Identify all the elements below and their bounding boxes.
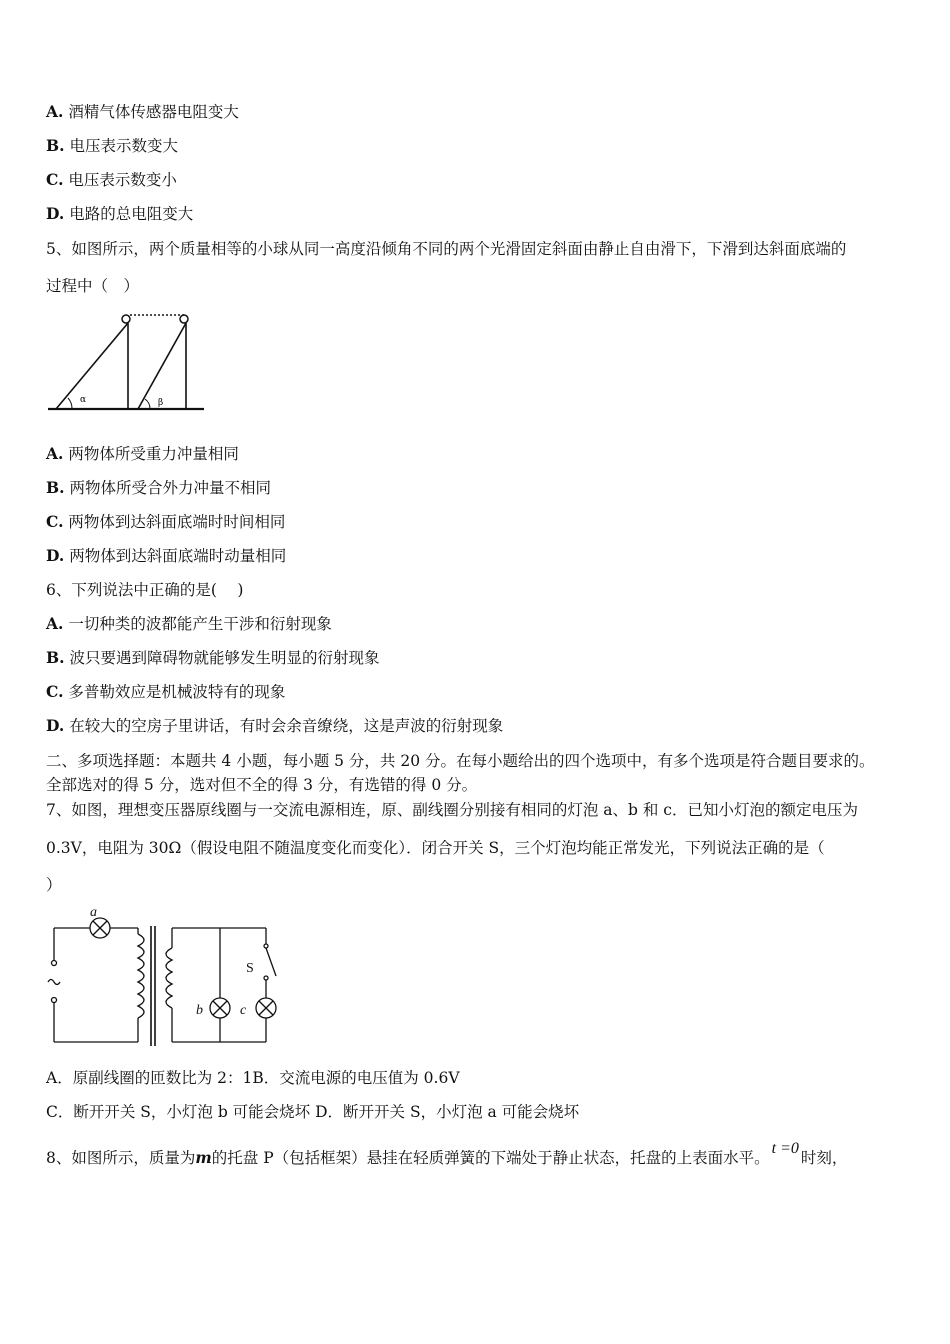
transformer-circuit-figure [40, 904, 290, 1054]
q5-stem-line1: 5、如图所示，两个质量相等的小球从同一高度沿倾角不同的两个光滑固定斜面由静止自由滑下，下滑到达斜面底端的 [46, 240, 847, 258]
switch-s-label: S [246, 961, 254, 976]
q6-option-a: A. 一切种类的波都能产生干涉和衍射现象 [46, 614, 332, 633]
q6-option-d: D. 在较大的空房子里讲话，有时会余音缭绕，这是声波的衍射现象 [46, 716, 504, 735]
q4-option-c: C. 电压表示数变小 [46, 170, 177, 189]
q7-options-line1: A．原副线圈的匝数比为 2：1B．交流电源的电压值为 0.6V [46, 1069, 460, 1087]
q7-stem-line3: ） [46, 876, 62, 894]
inclined-planes-figure [46, 310, 208, 414]
q5-option-d: D. 两物体到达斜面底端时动量相同 [46, 546, 287, 565]
q5-stem-line2: 过程中（ ） [46, 277, 140, 295]
alpha-label: α [80, 395, 87, 405]
q4-option-b: B. 电压表示数变大 [46, 136, 178, 155]
beta-label: β [158, 398, 164, 408]
q6-stem: 6、下列说法中正确的是( ) [46, 581, 244, 599]
q5-option-a: A. 两物体所受重力冲量相同 [46, 444, 239, 463]
lamp-c-label: c [240, 1003, 247, 1018]
q7-stem-line2: 0.3V，电阻为 30Ω（假设电阻不随温度变化而变化）．闭合开关 S，三个灯泡均能正常发光，下列说法正确的是（ [46, 839, 825, 857]
time-equation: t =0 [771, 1140, 799, 1157]
section2-heading-line1: 二、多项选择题：本题共 4 小题，每小题 5 分，共 20 分。在每小题给出的四个选项中，有多个选项是符合题目要求的。 [46, 752, 875, 770]
q8-stem: 8、如图所示，质量为m的托盘 P（包括框架）悬挂在轻质弹簧的下端处于静止状态，托盘的上表面水平。t =0时刻， [46, 1140, 848, 1167]
q5-option-b: B. 两物体所受合外力冲量不相同 [46, 478, 271, 497]
section2-heading-line2: 全部选对的得 5 分，选对但不全的得 3 分，有选错的得 0 分。 [46, 776, 478, 794]
q4-option-a: A. 酒精气体传感器电阻变大 [46, 102, 239, 121]
lamp-b-label: b [196, 1003, 203, 1018]
q6-option-b: B. 波只要遇到障碍物就能够发生明显的衍射现象 [46, 648, 380, 667]
q4-option-d: D. 电路的总电阻变大 [46, 204, 194, 223]
q5-option-c: C. 两物体到达斜面底端时时间相同 [46, 512, 286, 531]
lamp-a-label: a [90, 905, 97, 920]
q7-stem-line1: 7、如图，理想变压器原线圈与一交流电源相连，原、副线圈分别接有相同的灯泡 a、b 和 c．已知小灯泡的额定电压为 [46, 801, 858, 819]
q6-option-c: C. 多普勒效应是机械波特有的现象 [46, 682, 286, 701]
q7-options-line2: C．断开开关 S，小灯泡 b 可能会烧坏 D．断开开关 S，小灯泡 a 可能会烧坏 [46, 1103, 580, 1121]
